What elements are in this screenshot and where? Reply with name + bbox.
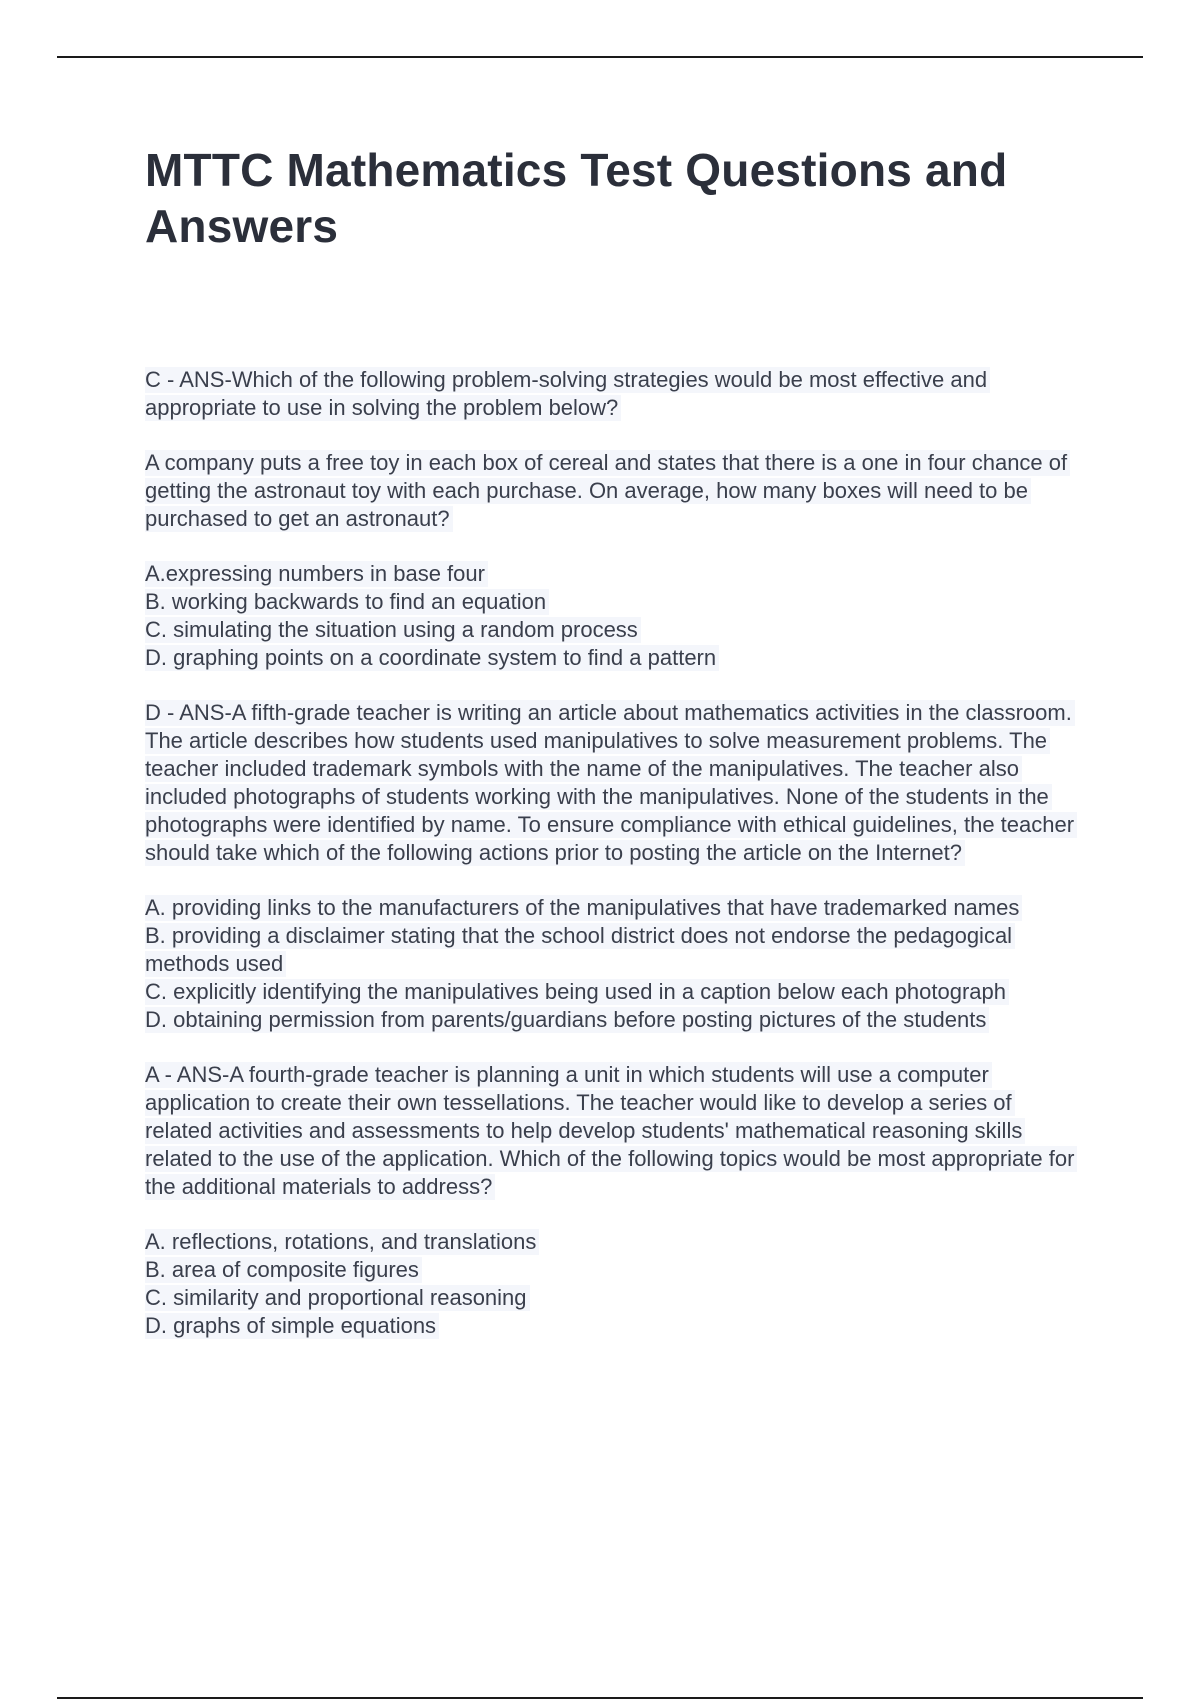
answer-option: B. working backwards to find an equation (145, 588, 1085, 616)
top-rule (57, 56, 1143, 58)
answer-option: B. providing a disclaimer stating that the school district does not endorse the pedagogical methods used (145, 922, 1085, 978)
answer-option: D. obtaining permission from parents/guardians before posting pictures of the students (145, 1006, 1085, 1034)
answer-option: A.expressing numbers in base four (145, 560, 1085, 588)
answer-option: D. graphs of simple equations (145, 1312, 1085, 1340)
bottom-rule (57, 1697, 1143, 1699)
answer-option: C. explicitly identifying the manipulatives being used in a caption below each photograph (145, 978, 1085, 1006)
answer-option: B. area of composite figures (145, 1256, 1085, 1284)
question-list (145, 366, 1085, 1340)
answer-options (145, 560, 1085, 672)
answer-options (145, 1228, 1085, 1340)
question-block (145, 1061, 1085, 1340)
answer-option: C. simulating the situation using a random process (145, 616, 1085, 644)
question-text: C - ANS-Which of the following problem-solving strategies would be most effective and appropriate to use in solving the problem below? (145, 366, 1085, 422)
question-text: A - ANS-A fourth-grade teacher is planning a unit in which students will use a computer application to create their own tessellations. The teacher would like to develop a series of related activities and assessments to help develop students' mathematical reasoning skills related to the use of the application. Which of the following topics would be most appropriate for the additional materials to address? (145, 1061, 1085, 1201)
question-block (145, 699, 1085, 1034)
question-block (145, 366, 1085, 672)
question-scenario: A company puts a free toy in each box of cereal and states that there is a one in four chance of getting the astronaut toy with each purchase. On average, how many boxes will need to be purchased to get an astronaut? (145, 449, 1085, 533)
page-content (145, 142, 1085, 1367)
answer-option: A. providing links to the manufacturers of the manipulatives that have trademarked names (145, 894, 1085, 922)
answer-option: C. similarity and proportional reasoning (145, 1284, 1085, 1312)
answer-option: D. graphing points on a coordinate system to find a pattern (145, 644, 1085, 672)
answer-option: A. reflections, rotations, and translations (145, 1228, 1085, 1256)
question-text: D - ANS-A fifth-grade teacher is writing an article about mathematics activities in the classroom. The article describes how students used manipulatives to solve measurement problems. The teacher included trademark symbols with the name of the manipulatives. The teacher also included photographs of students working with the manipulatives. None of the students in the photographs were identified by name. To ensure compliance with ethical guidelines, the teacher should take which of the following actions prior to posting the article on the Internet? (145, 699, 1085, 867)
answer-options (145, 894, 1085, 1034)
page-title: MTTC Mathematics Test Questions and Answers (145, 144, 1008, 252)
